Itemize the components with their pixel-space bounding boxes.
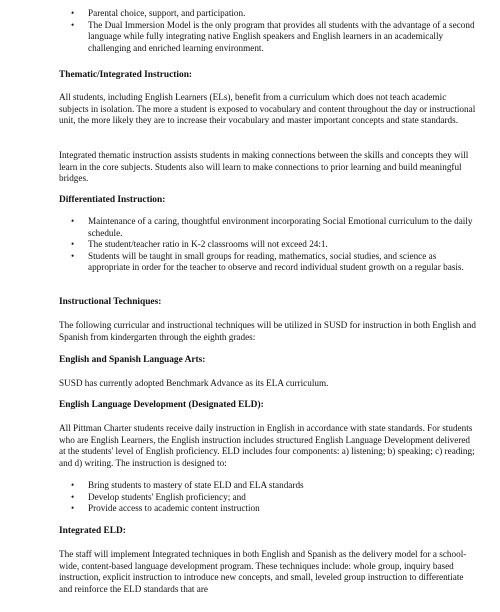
list-item	[59, 239, 477, 251]
section-heading-integrated: Integrated ELD:	[59, 526, 126, 536]
list-item-text: Parental choice, support, and participation.	[88, 8, 246, 18]
eld-list	[59, 480, 477, 515]
list-item-text: Develop students' English proficiency; and	[88, 491, 246, 502]
section-heading-ela: English and Spanish Language Arts:	[59, 355, 206, 365]
top-bullet-list	[59, 8, 477, 54]
differentiated-list	[59, 216, 477, 274]
eld-paragraph: All Pittman Charter students receive daily instruction in English in accordance with state standards. For students who are English Learners, the English instruction includes structured English Language Development delivered at the students' level of English proficiency. ELD includes four components: a) listening; b) speaking; c) reading; and d) writing. The instruction is designed to:	[59, 423, 475, 468]
thematic-paragraph-1: All students, including English Learners (ELs), benefit from a curriculum which does not teach academic subjects in isolation. The more a student is exposed to vocabulary and content throughout the day or instructional unit, the more likely they are to increase their vocabulary and master important concepts and state standards.	[59, 92, 476, 126]
list-item	[59, 492, 477, 504]
section-heading-eld: English Language Development (Designated ELD):	[59, 400, 264, 410]
section-heading-techniques: Instructional Techniques:	[59, 297, 162, 307]
bullet-icon: •	[71, 216, 75, 226]
list-item-text: Students will be taught in small groups for reading, mathematics, social studies, and science as appropriate in order for the teacher to observe and record individual student growth on a regular basis.	[88, 250, 464, 273]
bullet-icon: •	[71, 503, 75, 514]
list-item	[59, 503, 477, 515]
list-item-text: The student/teacher ratio in K-2 classrooms will not exceed 24:1.	[88, 239, 328, 250]
bullet-icon: •	[71, 19, 75, 30]
section-heading-differentiated: Differentiated Instruction:	[59, 195, 166, 205]
bullet-icon: •	[71, 8, 75, 18]
bullet-icon: •	[71, 491, 75, 502]
list-item	[59, 216, 477, 239]
list-item-text: Maintenance of a caring, thoughtful environment incorporating Social Emotional curriculum to the daily schedule.	[88, 216, 473, 238]
list-item	[59, 251, 477, 274]
list-item	[59, 8, 477, 20]
list-item-text: Provide access to academic content instruction	[88, 503, 260, 514]
section-heading-thematic: Thematic/Integrated Instruction:	[59, 70, 193, 80]
list-item-text: The Dual Immersion Model is the only program that provides all students with the advantage of a second language while fully integrating native English speakers and English learners in an academically challenging and enriched learning environment.	[88, 19, 475, 53]
integrated-paragraph: The staff will implement Integrated techniques in both English and Spanish as the delivery model for a school-wide, content-based language development program. These techniques include: whole group, inquiry based instruction, explicit instruction to introduce new concepts, and small, leveled group instruction to differentiate and reinforce the ELD standards that are	[59, 549, 467, 594]
bullet-icon: •	[71, 239, 75, 250]
ela-paragraph: SUSD has currently adopted Benchmark Advance as its ELA curriculum.	[59, 378, 329, 388]
list-item	[59, 20, 477, 55]
bullet-icon: •	[71, 480, 75, 490]
techniques-paragraph: The following curricular and instructional techniques will be utilized in SUSD for instruction in both English and Spanish from kindergarten through the eighth grades:	[59, 320, 476, 342]
list-item	[59, 480, 477, 492]
thematic-paragraph-2: Integrated thematic instruction assists students in making connections between the skills and concepts they will learn in the core subjects. Students also will learn to make connections to prior learning and build meaningful bridges.	[59, 150, 469, 184]
bullet-icon: •	[71, 250, 75, 261]
list-item-text: Bring students to mastery of state ELD and ELA standards	[88, 480, 304, 490]
